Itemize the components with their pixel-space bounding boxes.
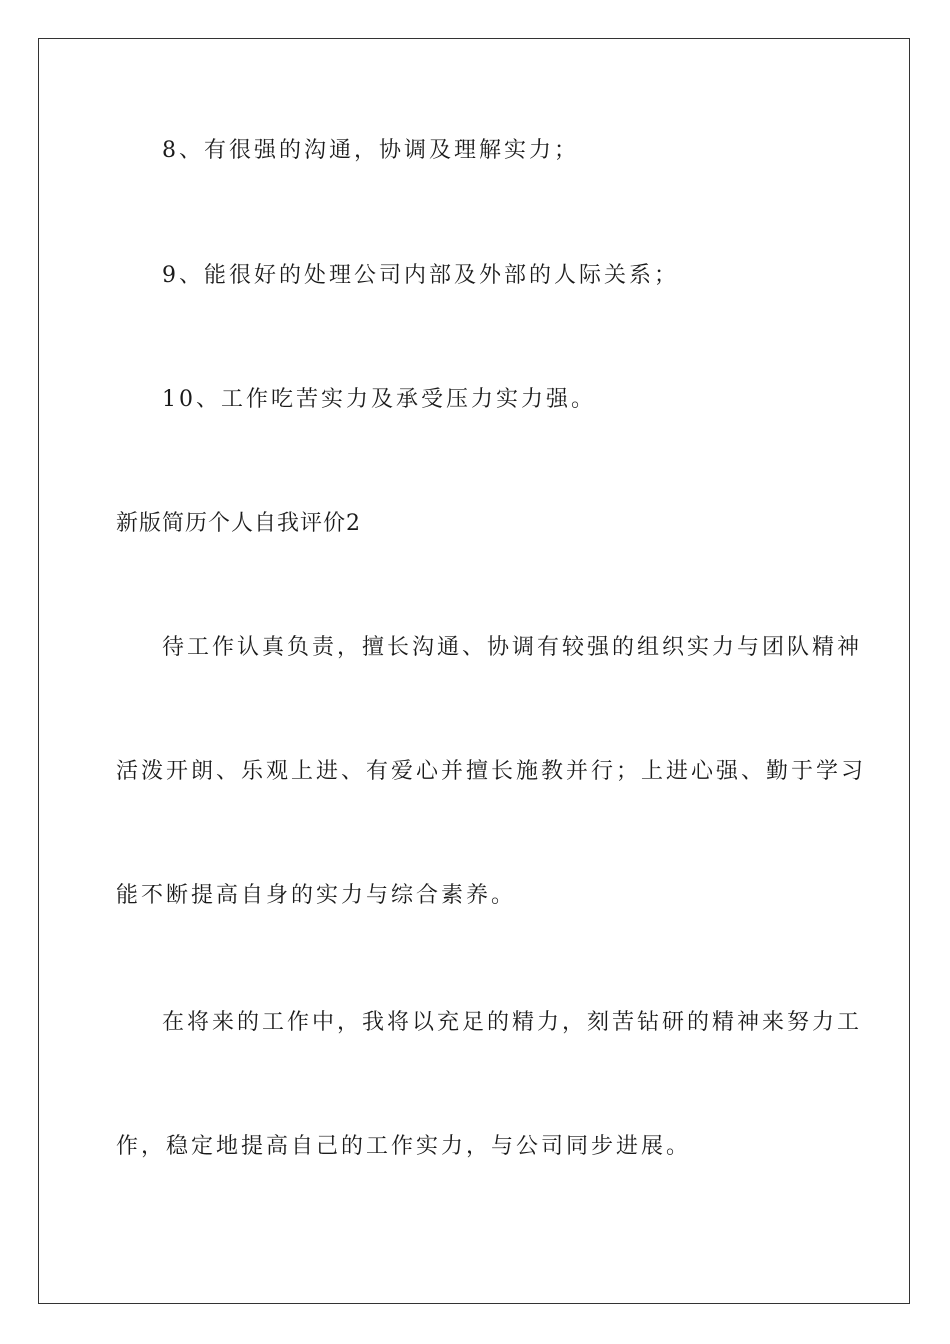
section-title: 新版简历个人自我评价2 xyxy=(116,511,361,536)
paragraph-2-line-2: 作，稳定地提高自己的工作实力，与公司同步进展。 xyxy=(116,1134,692,1159)
paragraph-1-line-1: 待工作认真负责，擅长沟通、协调有较强的组织实力与团队精神 xyxy=(162,635,863,660)
paragraph-1-line-3: 能不断提高自身的实力与综合素养。 xyxy=(116,883,517,908)
paragraph-2-line-1: 在将来的工作中，我将以充足的精力，刻苦钻研的精神来努力工 xyxy=(162,1010,863,1035)
list-item-9: 9、能很好的处理公司内部及外部的人际关系； xyxy=(162,263,679,288)
list-item-10: 10、工作吃苦实力及承受压力实力强。 xyxy=(162,387,596,412)
paragraph-1-line-2: 活泼开朗、乐观上进、有爱心并擅长施教并行；上进心强、勤于学习 xyxy=(116,759,867,784)
page-frame xyxy=(38,38,910,1304)
list-item-8: 8、有很强的沟通，协调及理解实力； xyxy=(162,138,579,163)
